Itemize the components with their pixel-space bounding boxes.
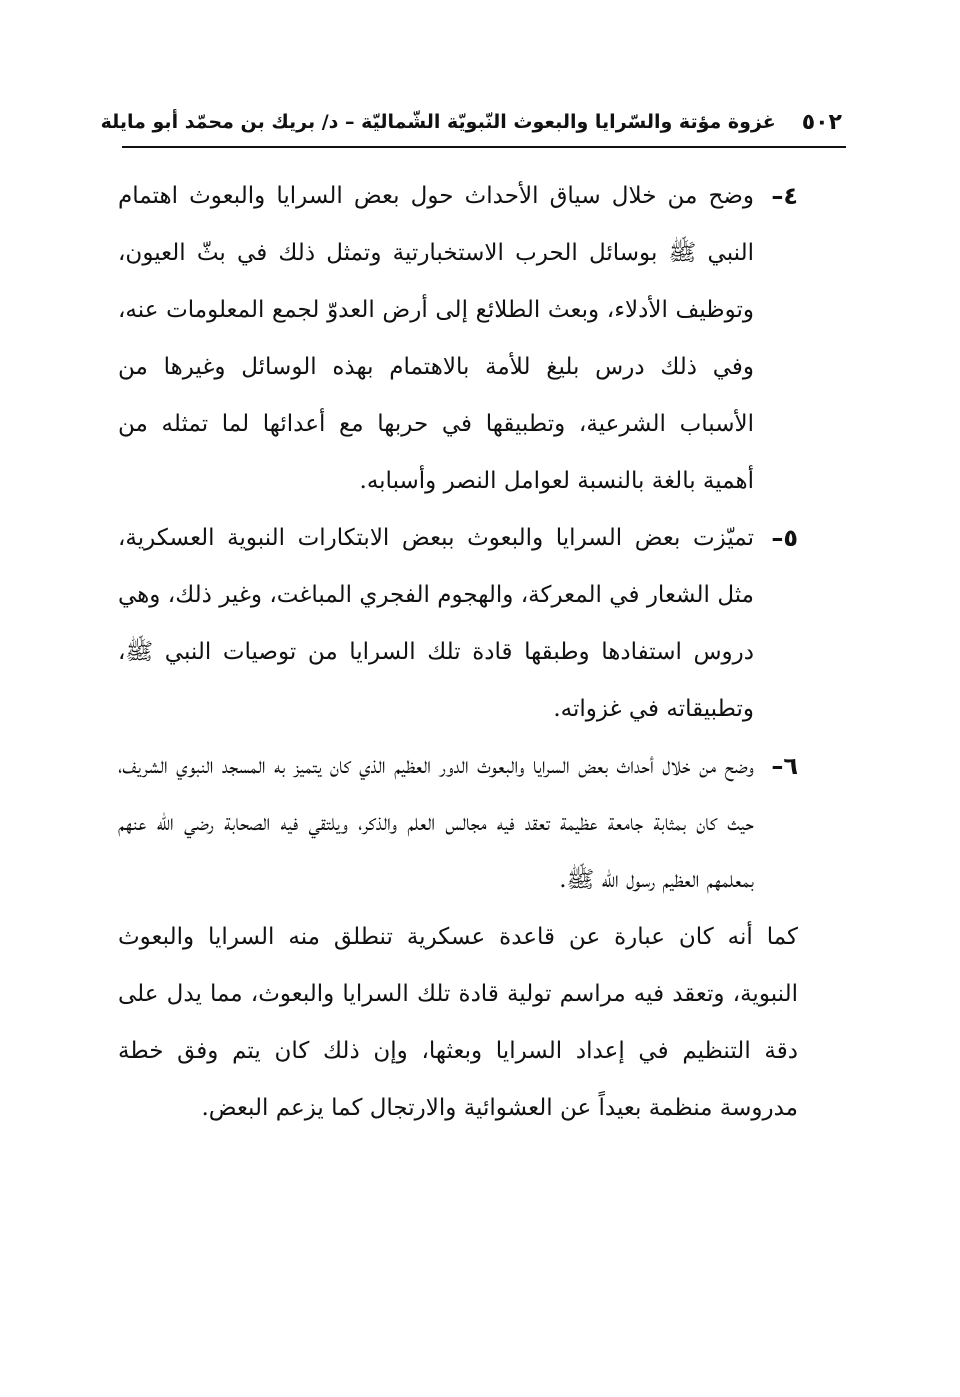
running-title: غزوة مؤتة والسّرايا والبعوث النّبويّة الشّماليّة – د/ بريك بن محمّد أبو مايلة — [100, 111, 776, 133]
page-header — [100, 100, 846, 144]
item-number: ٤– — [771, 182, 798, 210]
item-text: وضح من خلال سياق الأحداث حول بعض السرايا والبعوث اهتمام النبي ﷺ بوسائل الحرب الاستخبارتية وتمثل ذلك في بثّ العيون، وتوظيف الأدلاء، وبعث الطلائع إلى أرض العدوّ لجمع المعلومات عنه، وفي ذلك درس بليغ للأمة بالاهتمام بهذه الوسائل وغيرها من الأسباب الشرعية، وتطبيقها في حربها مع أعدائها لما تمثله من أهمية بالغة بالنسبة لعوامل النصر وأسبابه. — [118, 183, 754, 494]
closing-paragraph: كما أنه كان عبارة عن قاعدة عسكرية تنطلق منه السرايا والبعوث النبوية، وتعقد فيه مراسم تولية قادة تلك السرايا والبعوث، مما يدل على دقة التنظيم في إعداد السرايا وبعثها، وإن ذلك كان يتم وفق خطة مدروسة منظمة بعيداً عن العشوائية والارتجال كما يزعم البعض. — [118, 924, 798, 1121]
list-item — [118, 168, 798, 510]
item-text: وضح من خلال أحداث بعض السرايا والبعوث الدور العظيم الذي كان يتميز به المسجد النبوي الشريف، حيث كان بمثابة جامعة عظيمة تعقد فيه مجالس العلم والذكر، ويلتقي فيه الصحابة رضي الله عنهم بمعلمهم العظيم رسول الله ﷺ. — [118, 753, 754, 893]
item-number: ٥– — [771, 524, 798, 552]
page-number: ٥٠٢ — [801, 109, 842, 135]
item-text: تميّزت بعض السرايا والبعوث ببعض الابتكارات النبوية العسكرية، مثل الشعار في المعركة، والهجوم الفجري المباغت، وغير ذلك، وهي دروس استفادها وطبقها قادة تلك السرايا من توصيات النبي ﷺ، وتطبيقاته في غزواته. — [118, 525, 754, 722]
list-item — [118, 738, 798, 909]
page-body — [118, 168, 798, 1137]
list-item — [118, 510, 798, 738]
item-number: ٦– — [771, 752, 798, 780]
header-divider — [122, 146, 846, 148]
